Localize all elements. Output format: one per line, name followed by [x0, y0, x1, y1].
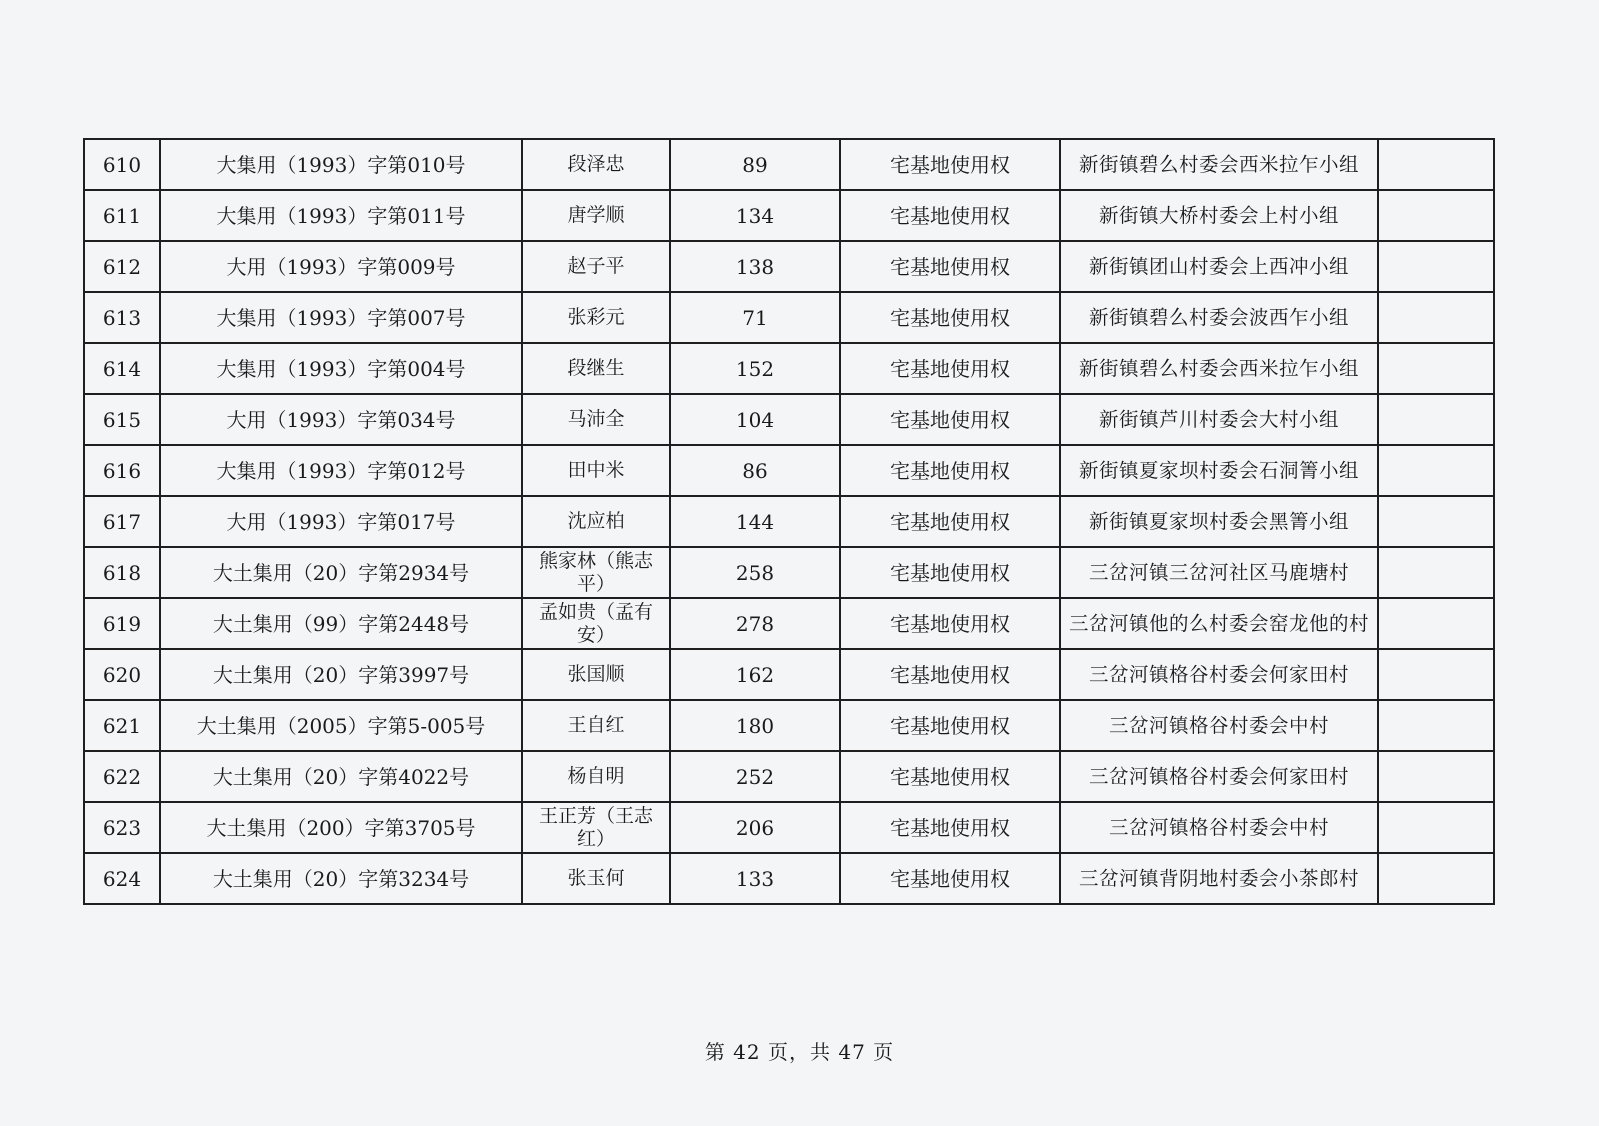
cell-right-type: 宅基地使用权 — [840, 394, 1060, 445]
cell-remark — [1378, 853, 1494, 904]
table-row — [84, 190, 1494, 241]
cell-right-type: 宅基地使用权 — [840, 802, 1060, 853]
cell-holder-name: 段继生 — [522, 343, 670, 394]
cell-certificate-number: 大集用（1993）字第012号 — [160, 445, 522, 496]
table-row — [84, 751, 1494, 802]
land-records-table — [83, 138, 1495, 905]
table-body — [84, 139, 1494, 904]
cell-area: 206 — [670, 802, 840, 853]
table-row — [84, 649, 1494, 700]
cell-holder-name: 熊家林（熊志平） — [522, 547, 670, 598]
cell-location: 新街镇碧么村委会西米拉乍小组 — [1060, 343, 1378, 394]
cell-number: 623 — [84, 802, 160, 853]
cell-number: 610 — [84, 139, 160, 190]
cell-number: 620 — [84, 649, 160, 700]
table-row — [84, 241, 1494, 292]
cell-certificate-number: 大土集用（99）字第2448号 — [160, 598, 522, 649]
cell-number: 616 — [84, 445, 160, 496]
cell-location: 新街镇碧么村委会波西乍小组 — [1060, 292, 1378, 343]
table-row — [84, 700, 1494, 751]
cell-certificate-number: 大集用（1993）字第010号 — [160, 139, 522, 190]
cell-holder-name: 赵子平 — [522, 241, 670, 292]
cell-number: 617 — [84, 496, 160, 547]
cell-area: 252 — [670, 751, 840, 802]
cell-number: 624 — [84, 853, 160, 904]
cell-certificate-number: 大土集用（20）字第3997号 — [160, 649, 522, 700]
cell-right-type: 宅基地使用权 — [840, 139, 1060, 190]
cell-area: 134 — [670, 190, 840, 241]
table-row — [84, 853, 1494, 904]
cell-remark — [1378, 700, 1494, 751]
cell-area: 162 — [670, 649, 840, 700]
cell-location: 新街镇团山村委会上西冲小组 — [1060, 241, 1378, 292]
cell-number: 613 — [84, 292, 160, 343]
cell-number: 614 — [84, 343, 160, 394]
cell-right-type: 宅基地使用权 — [840, 445, 1060, 496]
cell-right-type: 宅基地使用权 — [840, 751, 1060, 802]
cell-area: 133 — [670, 853, 840, 904]
cell-right-type: 宅基地使用权 — [840, 292, 1060, 343]
table-row — [84, 496, 1494, 547]
cell-remark — [1378, 394, 1494, 445]
cell-remark — [1378, 445, 1494, 496]
cell-certificate-number: 大土集用（2005）字第5-005号 — [160, 700, 522, 751]
cell-certificate-number: 大集用（1993）字第011号 — [160, 190, 522, 241]
cell-right-type: 宅基地使用权 — [840, 649, 1060, 700]
cell-holder-name: 杨自明 — [522, 751, 670, 802]
table-row — [84, 292, 1494, 343]
cell-holder-name: 张国顺 — [522, 649, 670, 700]
cell-number: 615 — [84, 394, 160, 445]
cell-remark — [1378, 547, 1494, 598]
cell-certificate-number: 大集用（1993）字第007号 — [160, 292, 522, 343]
cell-area: 138 — [670, 241, 840, 292]
cell-area: 152 — [670, 343, 840, 394]
cell-remark — [1378, 751, 1494, 802]
cell-remark — [1378, 496, 1494, 547]
table-row — [84, 394, 1494, 445]
cell-certificate-number: 大用（1993）字第009号 — [160, 241, 522, 292]
cell-location: 三岔河镇格谷村委会何家田村 — [1060, 649, 1378, 700]
cell-location: 三岔河镇他的么村委会窑龙他的村 — [1060, 598, 1378, 649]
cell-holder-name: 马沛全 — [522, 394, 670, 445]
cell-remark — [1378, 190, 1494, 241]
cell-location: 三岔河镇格谷村委会中村 — [1060, 700, 1378, 751]
page-number: 第 42 页，共 47 页 — [704, 1040, 895, 1064]
cell-location: 新街镇大桥村委会上村小组 — [1060, 190, 1378, 241]
cell-right-type: 宅基地使用权 — [840, 547, 1060, 598]
cell-area: 86 — [670, 445, 840, 496]
cell-location: 三岔河镇格谷村委会何家田村 — [1060, 751, 1378, 802]
cell-certificate-number: 大土集用（20）字第4022号 — [160, 751, 522, 802]
cell-location: 新街镇夏家坝村委会石洞箐小组 — [1060, 445, 1378, 496]
cell-area: 180 — [670, 700, 840, 751]
cell-location: 三岔河镇格谷村委会中村 — [1060, 802, 1378, 853]
cell-location: 三岔河镇三岔河社区马鹿塘村 — [1060, 547, 1378, 598]
cell-area: 71 — [670, 292, 840, 343]
cell-remark — [1378, 649, 1494, 700]
cell-number: 618 — [84, 547, 160, 598]
cell-holder-name: 田中米 — [522, 445, 670, 496]
cell-certificate-number: 大土集用（20）字第3234号 — [160, 853, 522, 904]
cell-right-type: 宅基地使用权 — [840, 241, 1060, 292]
cell-area: 104 — [670, 394, 840, 445]
cell-number: 622 — [84, 751, 160, 802]
cell-right-type: 宅基地使用权 — [840, 853, 1060, 904]
cell-certificate-number: 大用（1993）字第034号 — [160, 394, 522, 445]
cell-area: 89 — [670, 139, 840, 190]
cell-area: 278 — [670, 598, 840, 649]
cell-certificate-number: 大集用（1993）字第004号 — [160, 343, 522, 394]
cell-number: 612 — [84, 241, 160, 292]
cell-holder-name: 孟如贵（孟有安） — [522, 598, 670, 649]
cell-right-type: 宅基地使用权 — [840, 496, 1060, 547]
cell-number: 611 — [84, 190, 160, 241]
cell-holder-name: 张彩元 — [522, 292, 670, 343]
table-row — [84, 547, 1494, 598]
cell-right-type: 宅基地使用权 — [840, 700, 1060, 751]
cell-remark — [1378, 292, 1494, 343]
cell-remark — [1378, 139, 1494, 190]
cell-holder-name: 王自红 — [522, 700, 670, 751]
cell-area: 144 — [670, 496, 840, 547]
table-row — [84, 343, 1494, 394]
cell-number: 619 — [84, 598, 160, 649]
cell-holder-name: 段泽忠 — [522, 139, 670, 190]
cell-right-type: 宅基地使用权 — [840, 598, 1060, 649]
table-row — [84, 598, 1494, 649]
cell-right-type: 宅基地使用权 — [840, 343, 1060, 394]
cell-right-type: 宅基地使用权 — [840, 190, 1060, 241]
cell-area: 258 — [670, 547, 840, 598]
cell-remark — [1378, 343, 1494, 394]
cell-holder-name: 王正芳（王志红） — [522, 802, 670, 853]
cell-remark — [1378, 598, 1494, 649]
cell-location: 三岔河镇背阴地村委会小茶郎村 — [1060, 853, 1378, 904]
cell-certificate-number: 大土集用（20）字第2934号 — [160, 547, 522, 598]
cell-location: 新街镇夏家坝村委会黑箐小组 — [1060, 496, 1378, 547]
table-row — [84, 802, 1494, 853]
cell-number: 621 — [84, 700, 160, 751]
table-row — [84, 445, 1494, 496]
cell-certificate-number: 大土集用（200）字第3705号 — [160, 802, 522, 853]
cell-remark — [1378, 802, 1494, 853]
cell-certificate-number: 大用（1993）字第017号 — [160, 496, 522, 547]
cell-holder-name: 唐学顺 — [522, 190, 670, 241]
cell-holder-name: 沈应柏 — [522, 496, 670, 547]
cell-holder-name: 张玉何 — [522, 853, 670, 904]
table-row — [84, 139, 1494, 190]
cell-location: 新街镇芦川村委会大村小组 — [1060, 394, 1378, 445]
cell-remark — [1378, 241, 1494, 292]
cell-location: 新街镇碧么村委会西米拉乍小组 — [1060, 139, 1378, 190]
